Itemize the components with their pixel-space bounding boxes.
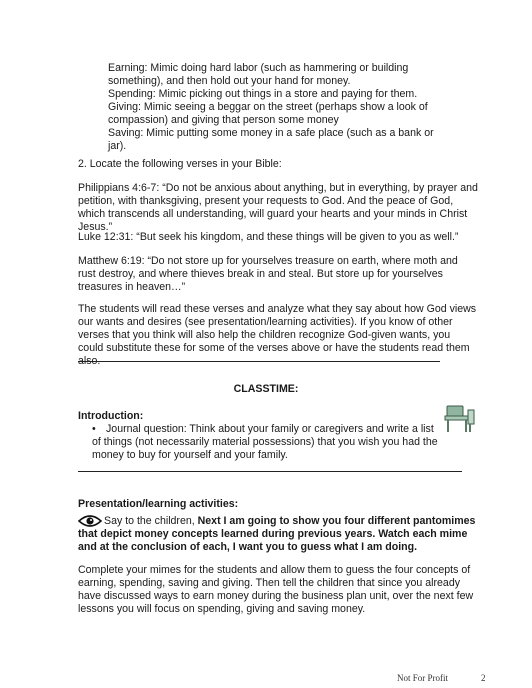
verse-philippians: Philippians 4:6-7: “Do not be anxious about anything, but in everything, by prayer and petition, with thanksgiving, present your requests to God. And the peace of God, which transcends all understanding, will guard your hearts and your minds in Christ Jesus.”	[78, 182, 478, 233]
footer-label: Not For Profit	[397, 673, 449, 683]
bullet-dot: •	[92, 423, 96, 435]
classtime-heading: CLASSTIME:	[233, 383, 299, 395]
say-bold-text: Next I am going to show you four different pantomimes that depict money concepts learned during previous years. Watch each mime and at the conclusion of each, I want you to guess what I am doing.	[78, 515, 476, 553]
verse-luke: Luke 12:31: “But seek his kingdom, and these things will be given to you as well.”	[78, 231, 459, 243]
step-2: 2. Locate the following verses in your Bible:	[78, 158, 282, 170]
mime-earning: Earning: Mimic doing hard labor (such as hammering or building something), and then hold out your hand for money.	[108, 62, 409, 87]
journal-question: Journal question: Think about your family or caregivers and write a list of things (not necessarily material possessions) that you wish you had the money to buy for yourself and your family.	[92, 423, 438, 461]
say-prefix: Say to the children,	[104, 515, 198, 527]
divider	[78, 361, 440, 362]
say-paragraph	[78, 515, 478, 554]
mime-spending: Spending: Mimic picking out things in a store and paying for them.	[108, 88, 418, 100]
introduction-bullet	[92, 423, 442, 462]
page-number: 2	[481, 673, 486, 683]
students-paragraph: The students will read these verses and analyze what they say about how God views our wants and desires (see presentation/learning activities). If you know of other verses that you think will also help the children recognize God-given wants, you could substitute these for some of the verses above or have the students read them also.	[78, 303, 477, 367]
complete-paragraph: Complete your mimes for the students and allow them to guess the four concepts of earning, spending, saving and giving. Then tell the children that since you already have discussed ways to earn money during the business plan unit, over the next few lessons you will focus on spending, giving and saving money.	[78, 564, 474, 615]
introduction-heading: Introduction:	[78, 410, 144, 422]
verse-matthew: Matthew 6:19: “Do not store up for yourselves treasure on earth, where moth and rust destroy, and where thieves break in and steal. But store up for yourselves treasures in heaven…”	[78, 255, 458, 293]
mime-saving: Saving: Mimic putting some money in a safe place (such as a bank or jar).	[108, 127, 434, 152]
mime-list	[108, 62, 438, 153]
presentation-heading: Presentation/learning activities:	[78, 498, 239, 510]
mime-giving: Giving: Mimic seeing a beggar on the street (perhaps show a look of compassion) and giving that person some money	[108, 101, 428, 126]
divider	[78, 471, 462, 472]
desk-icon	[444, 404, 476, 434]
